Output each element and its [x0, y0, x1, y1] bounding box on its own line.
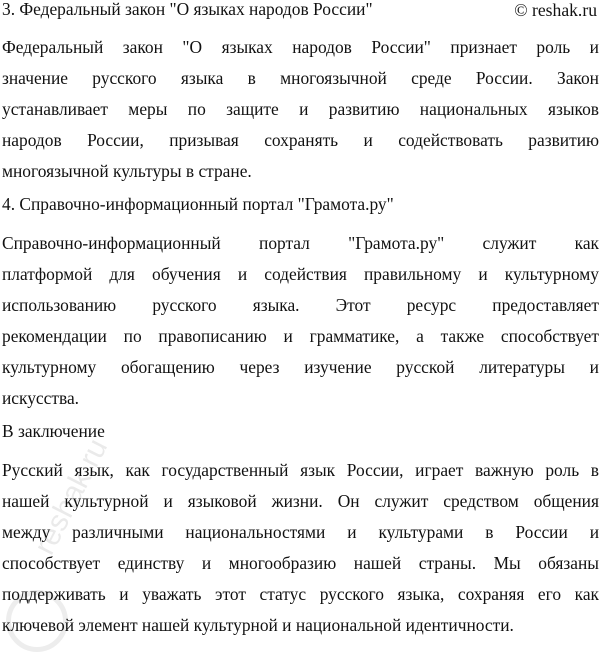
conclusion-heading: В заключение	[2, 421, 105, 441]
conclusion-line: способствует единству и многообразию нашей страны. Мы обязаны	[2, 553, 599, 573]
section-4-line: использованию русского языка. Этот ресурс предоставляет	[2, 295, 599, 315]
section-4-line: платформой для обучения и содействия правильному и культурному	[2, 264, 599, 284]
section-4-heading: 4. Справочно-информационный портал "Грамота.ру"	[2, 194, 394, 214]
section-3-line: народов России, призывая сохранять и содействовать развитию	[2, 130, 599, 150]
copyright-label: © reshak.ru	[514, 0, 597, 20]
section-4-line: искусства.	[2, 388, 80, 408]
section-3-line: многоязычной культуры в стране.	[2, 161, 252, 181]
conclusion-line: между различными национальностями и культурами в России и	[2, 522, 599, 542]
conclusion-line: ключевой элемент нашей культурной и национальной идентичности.	[2, 615, 514, 635]
section-4-line: культурному обогащению через изучение русской литературы и	[2, 357, 599, 377]
section-3-line: устанавливает меры по защите и развитию национальных языков	[2, 99, 599, 119]
watermark-text: reshak.ru	[28, 433, 115, 560]
section-4-line: Справочно-информационный портал "Грамота.ру" служит как	[2, 233, 599, 253]
conclusion-line: Русский язык, как государственный язык России, играет важную роль в	[2, 460, 599, 480]
section-3-heading: 3. Федеральный закон "О языках народов России"	[2, 0, 373, 19]
section-4-line: рекомендации по правописанию и грамматике, а также способствует	[2, 326, 599, 346]
section-3-line: Федеральный закон "О языках народов России" признает роль и	[2, 37, 599, 57]
conclusion-line: поддерживать и уважать этот статус русского языка, сохраняя его как	[2, 584, 599, 604]
section-3-line: значение русского языка в многоязычной среде России. Закон	[2, 68, 599, 88]
conclusion-line: нашей культурной и языковой жизни. Он служит средством общения	[2, 491, 599, 511]
